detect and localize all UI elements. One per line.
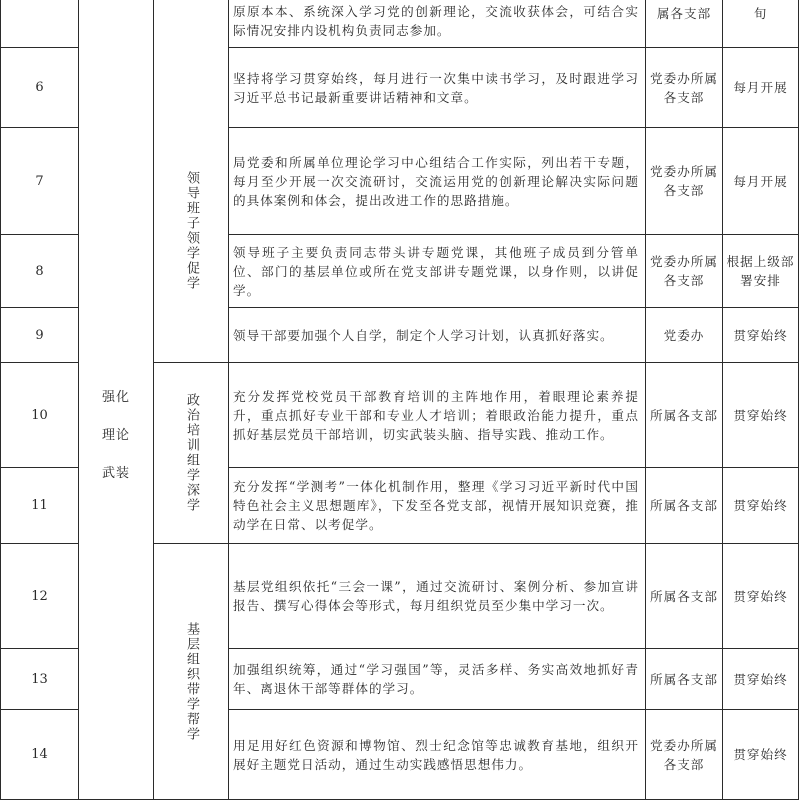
row-number: 7: [35, 173, 44, 189]
row-time: 每月开展: [733, 80, 788, 95]
row-number: 8: [35, 263, 44, 279]
row-time: 根据上级部署安排: [726, 254, 795, 288]
group-cell-leadership: [154, 0, 228, 362]
row-content: 基层党组织依托“三会一课”，通过交流研讨、案例分析、参加宣讲报告、撰写心得体会等形式，每月组织党员至少集中学习一次。: [233, 579, 639, 613]
row-content: 充分发挥党校党员干部教育培训的主阵地作用，着眼理论素养提升，重点抓好专业干部和专业人才培训；着眼政治能力提升，重点抓好基层党员干部培训，切实武装头脑、指导实践、推动工作。: [233, 388, 639, 442]
row-dept: 所属各支部: [650, 407, 718, 423]
row-time: 贯穿始终: [733, 407, 788, 423]
row-dept: 党委办所属各支部: [650, 70, 718, 105]
row-number: 6: [35, 80, 44, 95]
group-cell-training: [154, 363, 228, 543]
group-label: 领导班子领学促学: [184, 171, 199, 291]
category-label-line: 强化: [101, 389, 130, 405]
top-row-time: 旬: [753, 6, 768, 21]
top-row-dept: 属各支部: [656, 6, 712, 21]
row-dept: 党委办所属各支部: [650, 164, 718, 198]
row-number: 13: [31, 671, 48, 687]
row-dept: 所属各支部: [650, 588, 718, 604]
row-dept: 党委办所属各支部: [650, 737, 718, 772]
group-label: 基层组织带学帮学: [184, 621, 199, 742]
row-number: 11: [31, 498, 48, 513]
row-number: 14: [31, 747, 48, 762]
row-time: 贯穿始终: [733, 671, 788, 687]
row-time: 贯穿始终: [733, 588, 788, 604]
row-content: 局党委和所属单位理论学习中心组结合工作实际，列出若干专题，每月至少开展一次交流研讨，交流运用党的创新理论解决实际问题的具体案例和体会，提出改进工作的思路措施。: [233, 154, 639, 208]
row-number: 9: [35, 327, 44, 343]
group-label: 政治培训组学深学: [184, 393, 199, 513]
row-time: 贯穿始终: [733, 498, 788, 513]
row-time: 每月开展: [733, 173, 788, 189]
row-content: 充分发挥“学测考”一体化机制作用，整理《学习习近平新时代中国特色社会主义思想题库》，下发至各党支部，视情开展知识竞赛，推动学在日常、以考促学。: [233, 479, 639, 532]
grid-line: [798, 0, 799, 800]
row-dept: 党委办: [663, 327, 705, 343]
category-label-line: 武装: [101, 465, 130, 481]
category-label: [102, 379, 130, 493]
row-content: 领导干部要加强个人自学，制定个人学习计划，认真抓好落实。: [233, 327, 614, 343]
row-number: 10: [31, 407, 48, 423]
category-cell: [79, 0, 153, 799]
category-label-line: 理论: [101, 427, 130, 443]
row-time: 贯穿始终: [733, 747, 788, 762]
row-dept: 党委办所属各支部: [650, 254, 718, 288]
row-time: 贯穿始终: [733, 327, 788, 343]
group-cell-grassroots: [154, 544, 228, 799]
top-row-content: 原原本本、系统深入学习党的创新理论，交流收获体会，可结合实际情况安排内设机构负责同志参加。: [233, 3, 639, 38]
row-content: 坚持将学习贯穿始终，每月进行一次集中读书学习，及时跟进学习习近平总书记最新重要讲话精神和文章。: [233, 70, 639, 105]
row-content: 领导班子主要负责同志带头讲专题党课，其他班子成员到分管单位、部门的基层单位或所在党支部讲专题党课，以身作则，以讲促学。: [233, 244, 639, 298]
row-number: 12: [31, 588, 48, 604]
row-dept: 所属各支部: [650, 498, 718, 513]
row-content: 用足用好红色资源和博物馆、烈士纪念馆等忠诚教育基地，组织开展好主题党日活动，通过生动实践感悟思想伟力。: [233, 737, 639, 772]
row-content: 加强组织统筹，通过“学习强国”等，灵活多样、务实高效地抓好青年、离退休干部等群体的学习。: [233, 662, 639, 696]
row-dept: 所属各支部: [650, 671, 718, 687]
